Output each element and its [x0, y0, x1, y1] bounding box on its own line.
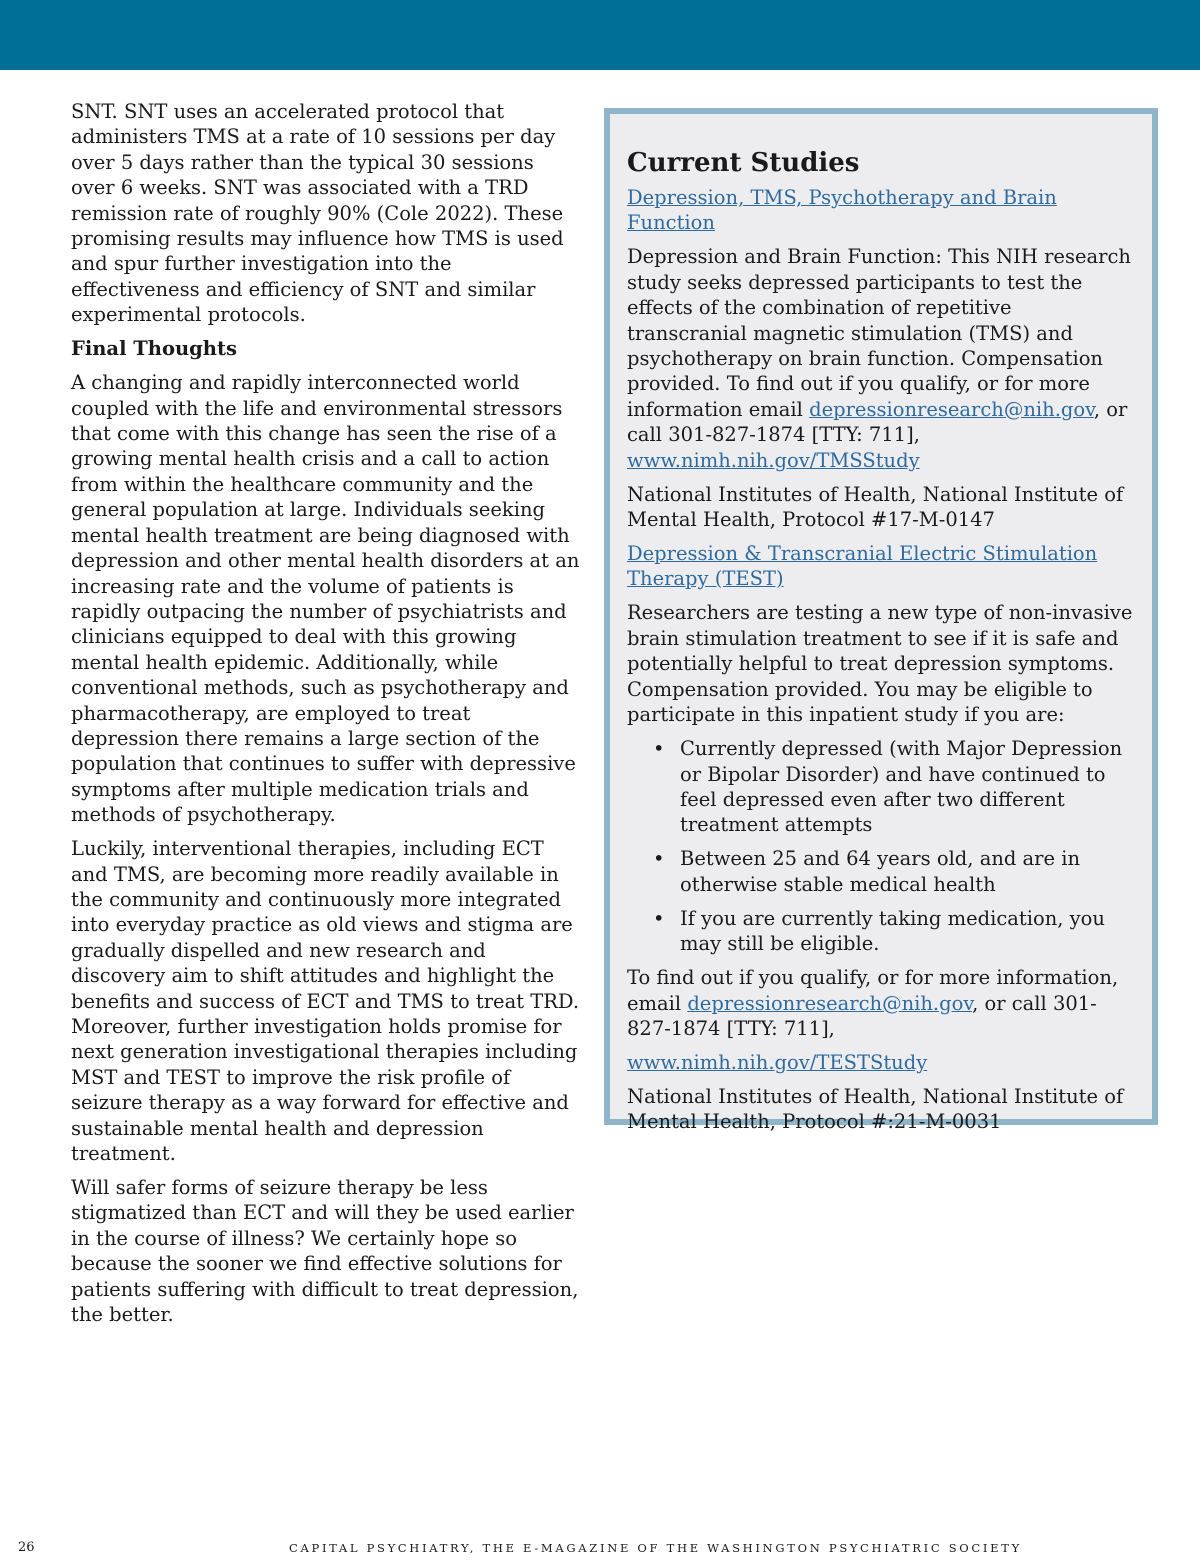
sidebar-title: Current Studies	[627, 148, 860, 178]
study1-desc-text: Depression and Brain Function: This NIH research study seeks depressed participants to test the effects of the combination of repetitive transcranial magnetic stimulation (TMS) and psychotherapy on brain function. Compensation provided. To find out if you qualify, or for more information email	[627, 245, 1131, 421]
list-item	[653, 846, 1134, 897]
list-item-text: If you are currently taking medication, you may still be eligible.	[680, 906, 1105, 956]
article-paragraph: Will safer forms of seizure therapy be less stigmatized than ECT and will they be used earlier in the course of illness? We certainly hope so because the sooner we find effective solutions for patients suffering with difficult to treat depression, the better.	[71, 1176, 579, 1327]
article-paragraph: A changing and rapidly interconnected world coupled with the life and environmental stressors that come with this change has seen the rise of a growing mental health crisis and a call to action from within the healthcare community and the general population at large. Individuals seeking mental health treatment are being diagnosed with depression and other mental health disorders at an increasing rate and the volume of patients is rapidly outpacing the number of psychiatrists and clinicians equipped to deal with this growing mental health epidemic. Additionally, while conventional methods, such as psychotherapy and pharmacotherapy, are employed to treat depression there remains a large section of the population that continues to suffer with depressive symptoms after multiple medication trials and methods of psychotherapy.	[71, 371, 580, 827]
study1-call-text: , or call 301-827-1874 [TTY: 711],	[627, 397, 1128, 447]
page-number: 26	[18, 1540, 35, 1555]
list-item	[653, 906, 1134, 957]
study1-url-link[interactable]: www.nimh.nih.gov/TMSStudy	[627, 448, 920, 472]
publication-title: CAPITAL PSYCHIATRY, THE E-MAGAZINE OF THE WASHINGTON PSYCHIATRIC SOCIETY	[289, 1541, 1022, 1555]
study2-url-link[interactable]: www.nimh.nih.gov/TESTStudy	[627, 1050, 928, 1074]
eligibility-list	[627, 736, 1134, 956]
study1-description	[627, 244, 1134, 473]
study1-link[interactable]: Depression, TMS, Psychotherapy and Brain Function	[627, 186, 1057, 235]
list-item	[653, 736, 1134, 838]
study2-url-line	[627, 1050, 1134, 1075]
section-heading: Final Thoughts	[71, 337, 237, 361]
article-paragraph: SNT. SNT uses an accelerated protocol that administers TMS at a rate of 10 sessions per day over 5 days rather than the typical 30 sessions over 6 weeks. SNT was associated with a TRD remission rate of roughly 90% (Cole 2022). These promising results may influence how TMS is used and spur further investigation into the effectiveness and efficiency of SNT and similar experimental protocols.	[71, 100, 564, 327]
study2-title	[627, 541, 1134, 592]
current-studies-box	[604, 108, 1158, 1134]
list-item-text: Currently depressed (with Major Depression or Bipolar Disorder) and have continued to feel depressed even after two different treatment attempts	[680, 737, 1123, 837]
article-paragraph: Luckily, interventional therapies, including ECT and TMS, are becoming more readily available in the community and continuously more integrated into everyday practice as old views and stigma are gradually dispelled and new research and discovery aim to shift attitudes and highlight the benefits and success of ECT and TMS to treat TRD. Moreover, further investigation holds promise for next generation investigational therapies including MST and TEST to improve the risk profile of seizure therapy as a way forward for effective and sustainable mental health and depression treatment.	[71, 837, 580, 1166]
study2-institution: National Institutes of Health, National Institute of Mental Health, Protocol #:21-M-0031	[627, 1084, 1124, 1134]
study2-contact	[627, 965, 1134, 1041]
bullet-icon: •	[653, 906, 665, 930]
bullet-icon: •	[653, 847, 665, 871]
study2-contact-tail: , or call 301-827-1874 [TTY: 711],	[627, 991, 1097, 1040]
study1-email-link[interactable]: depressionresearch@nih.gov	[809, 397, 1094, 421]
header-band	[0, 0, 1200, 70]
list-item-text: Between 25 and 64 years old, and are in otherwise stable medical health	[680, 847, 1081, 896]
study2-email-link[interactable]: depressionresearch@nih.gov	[687, 991, 973, 1015]
study2-link[interactable]: Depression & Transcranial Electric Stimulation Therapy (TEST)	[627, 542, 1098, 591]
study1-title	[627, 185, 1134, 236]
bullet-icon: •	[653, 737, 665, 761]
study2-description: Researchers are testing a new type of non-invasive brain stimulation treatment to see if it is safe and potentially helpful to treat depression symptoms. Compensation provided. You may be eligible to participate in this inpatient study if you are:	[627, 601, 1133, 727]
study2-contact-lead: To find out if you qualify, or for more information, email	[627, 966, 1119, 1015]
study1-institution: National Institutes of Health, National Institute of Mental Health, Protocol #17-M-0147	[627, 482, 1124, 532]
article-column	[71, 99, 583, 1336]
page-footer	[0, 1540, 1200, 1562]
